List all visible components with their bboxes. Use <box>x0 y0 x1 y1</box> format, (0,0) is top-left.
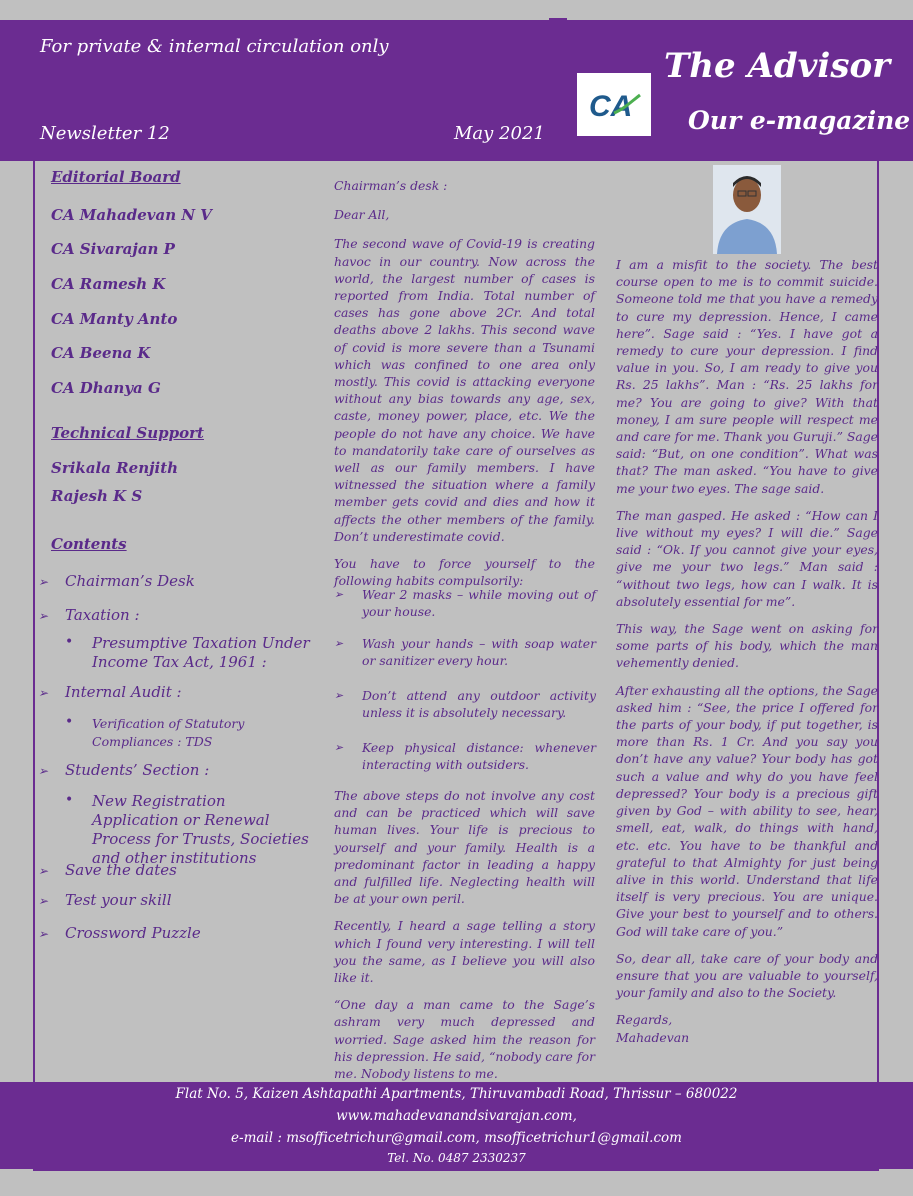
paragraph: This way, the Sage went on asking for some parts of his body, which the man vehemently denied. <box>616 621 878 671</box>
arrow-bullet-icon: ➢ <box>334 588 344 601</box>
paragraph: The man gasped. He asked : “How can I live without my eyes? I will die.” Sage said : “Ok. If you cannot give your eyes, give me your two legs.” Man said : “without two legs, how can I walk. It is absolutely essential for me”. <box>616 507 878 609</box>
toc-item[interactable]: Crossword Puzzle <box>65 924 201 942</box>
footer-telephone: Tel. No. 0487 2330237 <box>387 1151 526 1165</box>
issue-date: May 2021 <box>454 123 545 144</box>
arrow-bullet-icon: ➢ <box>334 741 344 754</box>
paragraph: After exhausting all the options, the Sage asked him : “See, the price I offered for the parts of your body, if put together, is more than Rs. 1 Cr. And you say you don’t have any value? Your body has got such a value and why do you have feel depressed? Your body is a precious gift given by God – with ability to see, hear, smell, eat, walk, do things with hand, etc. etc. You have to be thankful and grateful to that Almighty for just being alive in this world. Understand that life itself is very precious. You are unique. Give your best to yourself and to others. God will take care of you.” <box>616 682 878 939</box>
paragraph: I am a misfit to the society. The best course open to me is to commit suicide. Someone told me that you have a remedy to cure my depression. Hence, I came here”. Sage said : “Yes. I have got a remedy to cure your depression. I find value in you. So, I am ready to give you Rs. 25 lakhs”. Man : “Rs. 25 lakhs for me? You are going to give? With that money, I am sure people will respect me and care for me. Thank you Guruji.” Sage said: “But, on one condition”. What was that? The man asked. “You have to give me your two eyes. The sage said. <box>616 257 879 496</box>
toc-item[interactable]: Chairman’s Desk <box>65 572 195 590</box>
tech-support-heading: Technical Support <box>51 424 204 442</box>
paragraph: Recently, I heard a sage telling a story which I found very interesting. I will tell you the same, as I believe you will also like it. <box>334 918 595 986</box>
chairman-photo <box>713 165 781 254</box>
article-column-middle <box>334 177 595 599</box>
tech-support-name: Rajesh K S <box>51 487 143 505</box>
toc-subitem[interactable]: Verification of Statutory Compliances : TDS <box>92 716 245 749</box>
toc-item[interactable]: Save the dates <box>65 861 177 879</box>
editor-name: CA Dhanya G <box>51 379 161 397</box>
arrow-bullet-icon: ➢ <box>38 764 49 778</box>
toc-subitem[interactable]: New Registration Application or Renewal Process for Trusts, Societies and other institutions <box>92 792 309 867</box>
masthead <box>0 20 913 161</box>
arrow-bullet-icon: ➢ <box>38 686 49 700</box>
bullet-dot-icon: • <box>65 792 74 808</box>
article-column-middle-lower <box>334 787 595 1092</box>
arrow-bullet-icon: ➢ <box>334 689 344 702</box>
footer <box>0 1082 913 1169</box>
contents-heading: Contents <box>51 535 127 553</box>
portrait-image <box>713 165 781 254</box>
signatory-name: Mahadevan <box>616 1029 690 1045</box>
circulation-note: For private & internal circulation only <box>40 36 389 57</box>
paragraph: So, dear all, take care of your body and ensure that you are valuable to yourself, your family and also to the Society. <box>616 950 878 1001</box>
toc-item[interactable]: Internal Audit : <box>65 683 182 701</box>
arrow-bullet-icon: ➢ <box>38 609 49 623</box>
ca-logo <box>577 73 651 136</box>
toc-subitem[interactable]: Presumptive Taxation Under Income Tax Act, 1961 : <box>92 634 310 671</box>
paragraph: You have to force yourself to the following habits compulsorily: <box>334 556 595 589</box>
footer-email[interactable]: e-mail : msofficetrichur@gmail.com, msofficetrichur1@gmail.com <box>231 1130 682 1146</box>
desk-heading: Chairman’s desk : <box>334 178 448 193</box>
paragraph: The second wave of Covid-19 is creating havoc in our country. Now across the world, the largest number of cases is reported from India. Total number of cases has gone above 2Cr. And total deaths above 2 lakhs. This second wave of covid is more severe than a Tsunami which was confined to one area only mostly. This covid is attacking everyone without any bias towards any age, sex, caste, money power, place, etc. We the people do not have any choice. We have to mandatorily take care of ourselves as well as our family members. I have witnessed the situation where a family member gets covid and dies and how it affects the other members of the family. Don’t underestimate covid. <box>334 236 595 544</box>
article-column-right <box>616 256 878 1046</box>
sign-off: Regards, <box>616 1012 673 1028</box>
toc-item[interactable]: Students’ Section : <box>65 761 210 779</box>
editor-name: CA Manty Anto <box>51 310 178 328</box>
svg-text:CA: CA <box>589 89 633 123</box>
footer-website[interactable]: www.mahadevanandsivarajan.com, <box>336 1108 577 1124</box>
editor-name: CA Beena K <box>51 344 151 362</box>
editorial-heading: Editorial Board <box>51 168 181 186</box>
arrow-bullet-icon: ➢ <box>38 864 49 878</box>
magazine-title: The Advisor <box>664 46 891 86</box>
paragraph: “One day a man came to the Sage’s ashram very much depressed and worried. Sage asked him the reason for his depression. He said, “nobody care for me. Nobody listens to me. <box>334 997 595 1082</box>
editor-name: CA Mahadevan N V <box>51 206 212 224</box>
ca-logo-icon <box>584 87 644 123</box>
paragraph: The above steps do not involve any cost and can be practiced which will save human lives. Your life is precious to yourself and your family. Health is a predominant factor in leading a happy and fulfilled life. Neglecting health will be at your own peril. <box>334 788 595 907</box>
toc-item[interactable]: Test your skill <box>65 891 172 909</box>
arrow-bullet-icon: ➢ <box>38 575 49 589</box>
bullet-dot-icon: • <box>65 714 74 730</box>
footer-address: Flat No. 5, Kaizen Ashtapathi Apartments, Thiruvambadi Road, Thrissur – 680022 <box>175 1086 738 1102</box>
tech-support-name: Srikala Renjith <box>51 459 179 477</box>
arrow-bullet-icon: ➢ <box>38 894 49 908</box>
magazine-subtitle: Our e-magazine <box>688 106 911 135</box>
newsletter-number: Newsletter 12 <box>40 123 170 144</box>
editor-name: CA Ramesh K <box>51 275 166 293</box>
toc-item[interactable]: Taxation : <box>65 606 140 624</box>
greeting: Dear All, <box>334 207 390 223</box>
arrow-bullet-icon: ➢ <box>334 637 344 650</box>
bullet-dot-icon: • <box>65 634 74 650</box>
editor-name: CA Sivarajan P <box>51 240 175 258</box>
arrow-bullet-icon: ➢ <box>38 927 49 941</box>
masthead-tab <box>549 18 567 21</box>
